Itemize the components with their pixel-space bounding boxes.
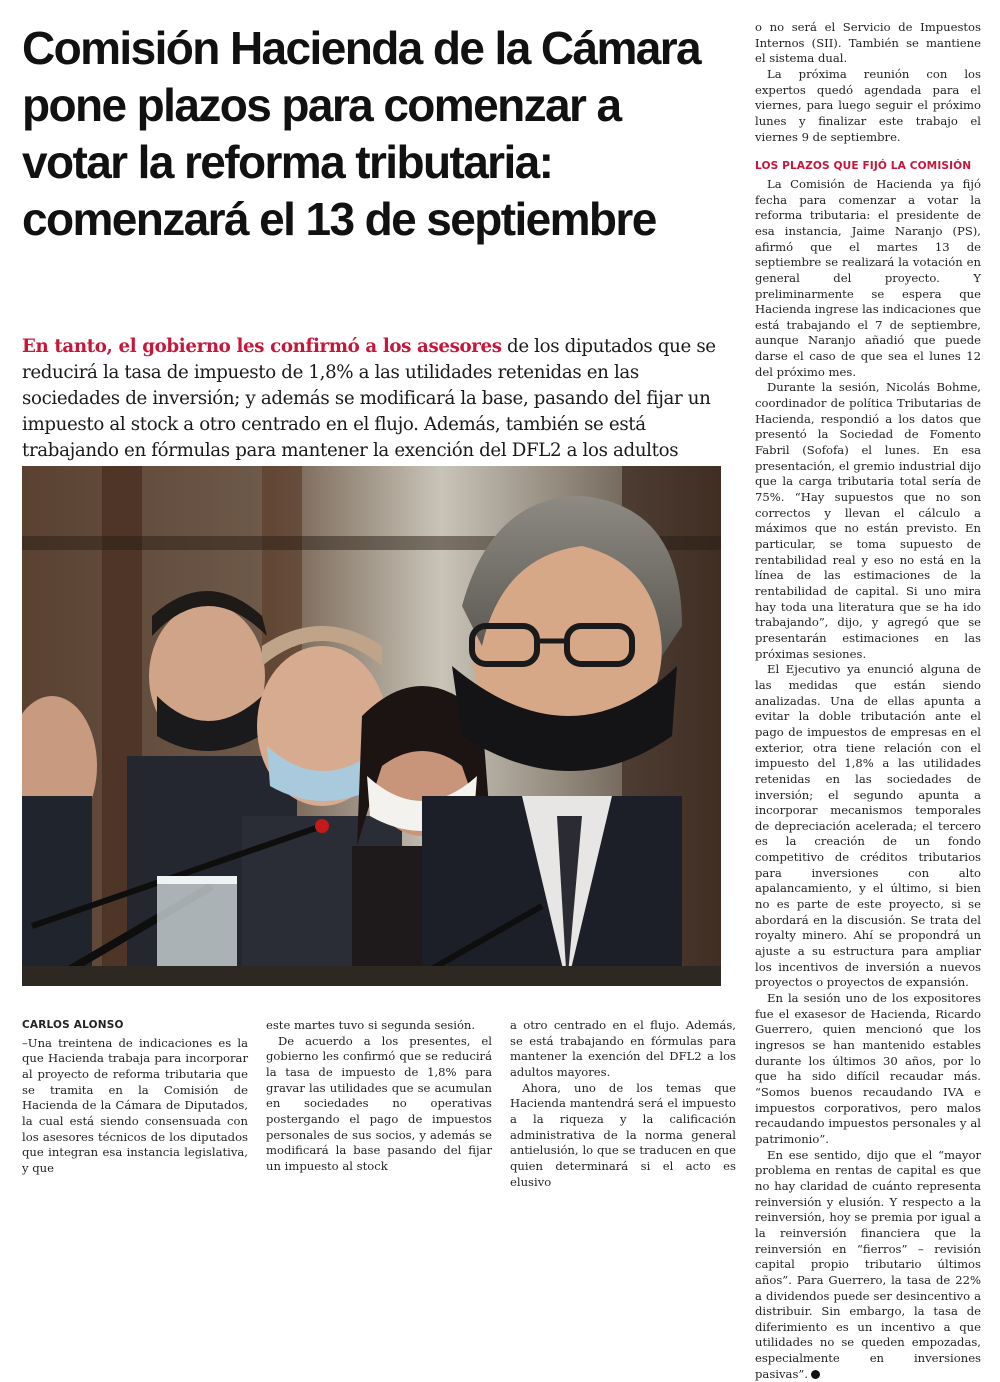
body-column-2 bbox=[266, 1018, 492, 1175]
body-column-3 bbox=[510, 1018, 736, 1190]
body-paragraph bbox=[755, 1148, 981, 1382]
body-paragraph: a otro centrado en el flujo. Además, se está trabajando en fórmulas para mantener la exención del DFL2 a los adultos mayores. bbox=[510, 1018, 736, 1079]
body-column-1 bbox=[22, 1018, 248, 1177]
body-paragraph: este martes tuvo si segunda sesión. bbox=[266, 1018, 476, 1032]
body-paragraph: En la sesión uno de los expositores fue el exasesor de Hacienda, Ricardo Guerrero, quien mencionó que los ingresos se han mantenido estables durante los últimos 30 años, por lo que ha sido difícil recaudar más. “Somos buenos recaudando IVA e impuestos corporativos, pero malos recaudando impuestos personales y al patrimonio”. bbox=[755, 991, 981, 1146]
final-paragraph-text: En ese sentido, dijo que el “mayor problema en rentas de capital es que no hay claridad de cuánto representa reinversión y elusión. Y respecto a la reinversión, hoy se premia por igual a la reinversión financiera que la reinversión en “fierros” – revisión capital propio tributario últimos años”. Para Guerrero, la tasa de 22% a dividendos puede ser desincentivo a distribuir. Sin embargo, la tasa de diferimiento es un incentivo a que utilidades no se queden empozadas, especialmente en inversiones pasivas”. bbox=[755, 1147, 981, 1381]
section-subhead: LOS PLAZOS QUE FIJÓ LA COMISIÓN bbox=[755, 160, 972, 173]
lead-highlight: En tanto, el gobierno les confirmó a los asesores bbox=[22, 336, 502, 357]
article-photo bbox=[22, 466, 721, 986]
body-paragraph: o no será el Servicio de Impuestos Internos (SII). También se mantiene el sistema dual. bbox=[755, 20, 981, 66]
body-column-right bbox=[755, 20, 981, 1382]
byline: CARLOS ALONSO bbox=[22, 1019, 124, 1031]
body-paragraph: De acuerdo a los presentes, el gobierno les confirmó que se reducirá la tasa de impuesto de 1,8% para gravar las utilidades que se acumulan en sociedades no operativas postergando el pago de impuestos personales de sus socios, y además se modificará la base pasando del fijar un impuesto al stock bbox=[266, 1033, 492, 1173]
body-paragraph: La Comisión de Hacienda ya fijó fecha para comenzar a votar la reforma tributaria: el presidente de esa instancia, Jaime Naranjo (PS), afirmó que el martes 13 de septiembre se realizará la votación en general del proyecto. Y preliminarmente se espera que Hacienda ingrese las indicaciones que está trabajando el 7 de septiembre, aunque Naranjo añadió que puede darse el caso de que sea el lunes 12 del próximo mes. bbox=[755, 176, 981, 379]
body-paragraph: El Ejecutivo ya enunció alguna de las medidas que están siendo analizadas. Una de ellas apunta a evitar la doble tributación ante el pago de impuestos de empresas en el exterior, otra tiene relación con el impuesto del 1,8% a las utilidades retenidas en las sociedades de inversión; el segundo apunta a incorporar mecanismos temporales de depreciación acelerada; el tercero es la creación de un fondo competitivo de créditos tributarios para inversiones con alto apalancamiento, y el último, si bien no es parte de este proyecto, si se abordará en la discusión. Se trata del royalty minero. Ahí se propondrá un ajuste a su estructura para ampliar los incentivos de inversión a nuevos proyectos o proyectos de expansión. bbox=[755, 662, 981, 990]
body-paragraph: La próxima reunión con los expertos quedó agendada para el viernes, para luego seguir el próximo lunes y finalizar este trabajo el viernes 9 de septiembre. bbox=[755, 66, 981, 144]
body-paragraph: –Una treintena de indicaciones es la que Hacienda trabaja para incorporar al proyecto de reforma tributaria que se tramita en la Comisión de Hacienda de la Cámara de Diputados, la cual está siendo consensuada con los asesores técnicos de los diputados que integran esa instancia legislativa, y que bbox=[22, 1035, 248, 1175]
body-paragraph: Durante la sesión, Nicolás Bohme, coordinador de política Tributarias de Hacienda, respondió a los datos que presentó la Sociedad de Fomento Fabril (Sofofa) el lunes. En esa presentación, el gremio industrial dijo que la carga tributaria total sería de 75%. “Hay supuestos que no son correctos y llevan el cálculo a máximos que no están previsto. En particular, se toma supuesto de rentabilidad real y eso no está en la línea de las estimaciones de la rentabilidad de capital. Si uno mira hay toda una literatura que se ha ido trabajando”, dijo, y agregó que se presentarán estimaciones en las próximas sesiones. bbox=[755, 380, 981, 661]
lead-text: de los diputados que se reducirá la tasa de impuesto de 1,8% a las utilidades retenidas en las sociedades de inversión; y además se modificará la base, pasando del fijar un impuesto al stock a otro centrado en el flujo. Además, también se está trabajando en fórmulas para mantener la exención del DFL2 a los adultos bbox=[22, 336, 716, 461]
photo-illustration bbox=[22, 466, 721, 986]
headline: Comisión Hacienda de la Cámara pone plazos para comenzar a votar la reforma tributaria: comenzará el 13 de septiembre bbox=[22, 22, 701, 245]
body-paragraph: Ahora, uno de los temas que Hacienda mantendrá será el impuesto a la riqueza y la calificación administrativa de la norma general antielusión, lo que se traducen en que quien determinará si el acto es elusivo bbox=[510, 1080, 736, 1189]
end-mark-icon bbox=[811, 1370, 820, 1379]
